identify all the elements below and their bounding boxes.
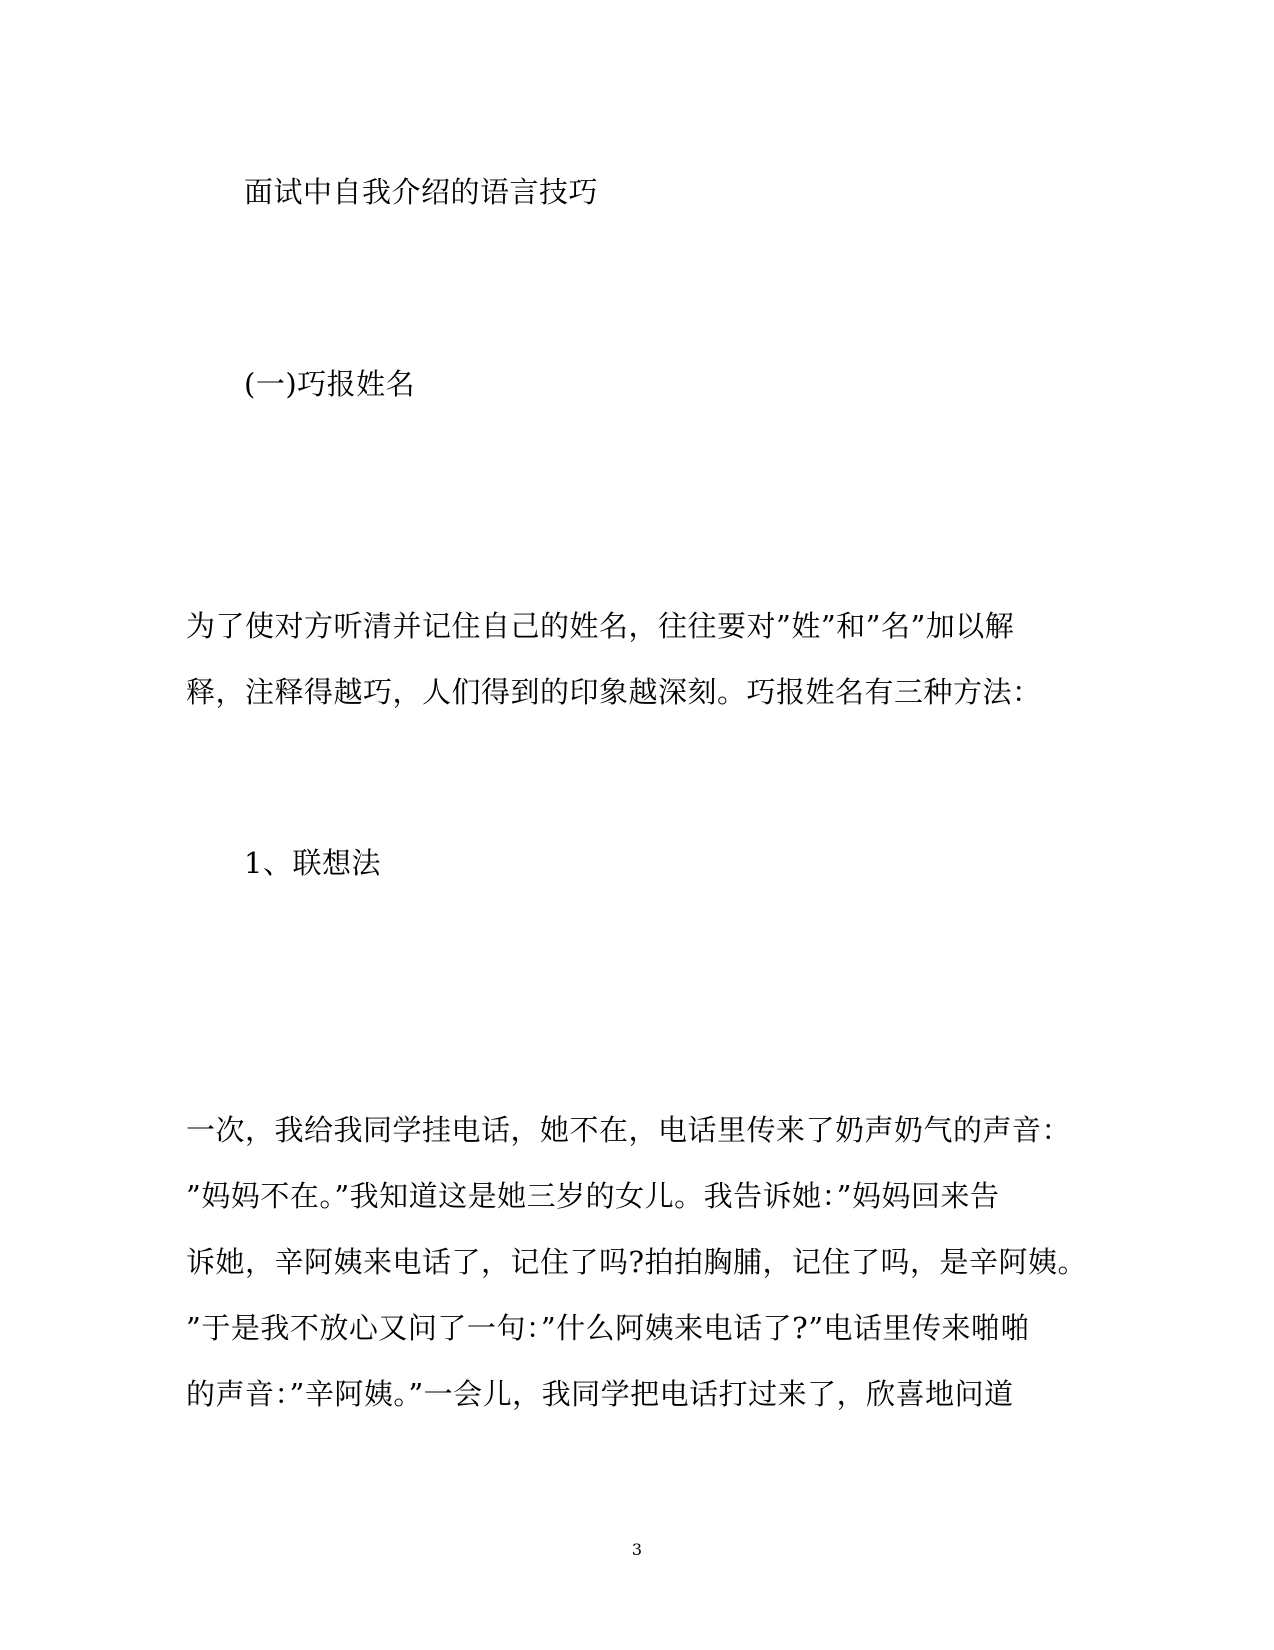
paragraph-line: 为了使对方听清并记住自己的姓名，往往要对”姓”和”名”加以解 <box>186 609 1015 643</box>
paragraph-line: 的声音：”辛阿姨。”一会儿，我同学把电话打过来了，欣喜地问道 <box>186 1377 1014 1411</box>
paragraph-line: 一次，我给我同学挂电话，她不在，电话里传来了奶声奶气的声音： <box>186 1113 1072 1147</box>
paragraph-line: ”妈妈不在。”我知道这是她三岁的女儿。我告诉她：”妈妈回来告 <box>186 1179 1000 1213</box>
page-number: 3 <box>631 1540 643 1559</box>
paragraph-line: 释，注释得越巧，人们得到的印象越深刻。巧报姓名有三种方法： <box>186 675 1042 709</box>
subheading: 1、联想法 <box>244 846 381 880</box>
section-heading: (一)巧报姓名 <box>244 367 416 401</box>
paragraph-line: ”于是我不放心又问了一句：”什么阿姨来电话了?”电话里传来啪啪 <box>186 1311 1031 1345</box>
document-title: 面试中自我介绍的语言技巧 <box>244 175 599 209</box>
paragraph-line: 诉她，辛阿姨来电话了，记住了吗?拍拍胸脯，记住了吗，是辛阿姨。 <box>186 1245 1088 1279</box>
